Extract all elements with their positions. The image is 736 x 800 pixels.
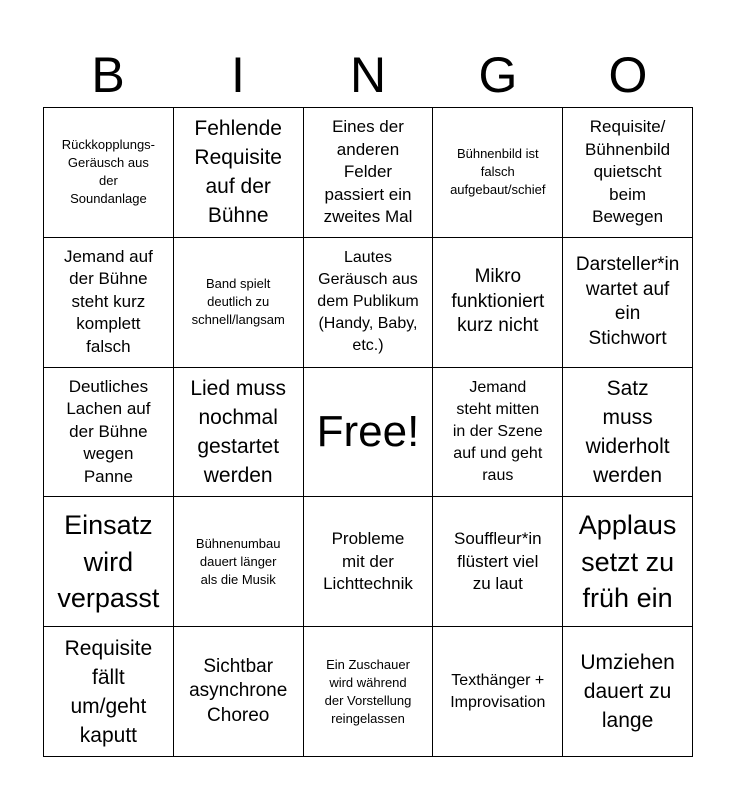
bingo-header: [43, 44, 693, 106]
bingo-cell[interactable]: [433, 238, 563, 368]
header-letter-n: N: [349, 47, 387, 103]
free-space-text: Free!: [316, 406, 420, 456]
bingo-cell[interactable]: [433, 627, 563, 757]
bingo-cell[interactable]: [174, 108, 304, 238]
cell-text: Applaus setzt zu früh ein: [578, 510, 677, 614]
cell-text: Ein Zuschauer wird während der Vorstellung reingelassen: [324, 656, 412, 726]
bingo-cell[interactable]: [433, 108, 563, 238]
bingo-cell[interactable]: [563, 108, 693, 238]
header-letter-o: O: [608, 47, 648, 103]
cell-text: Bühnenbild ist falsch aufgebaut/schief: [450, 146, 546, 198]
cell-text: Darsteller*in wartet auf ein Stichwort: [575, 254, 680, 349]
bingo-cell[interactable]: [433, 368, 563, 498]
cell-text: Satz muss widerholt werden: [585, 376, 670, 487]
bingo-cell[interactable]: [304, 497, 434, 627]
cell-text: Mikro funktioniert kurz nicht: [451, 266, 545, 337]
bingo-cell[interactable]: [44, 627, 174, 757]
bingo-cell[interactable]: [304, 108, 434, 238]
cell-text: Einsatz wird verpasst: [57, 510, 160, 614]
cell-text: Requisite fällt um/geht kaputt: [64, 636, 153, 747]
cell-text: Lied muss nochmal gestartet werden: [190, 376, 287, 487]
cell-text: Rückkopplungs- Geräusch aus der Soundanlage: [61, 137, 155, 207]
cell-text: Band spielt deutlich zu schnell/langsam: [191, 276, 285, 328]
bingo-cell[interactable]: [174, 368, 304, 498]
bingo-cell[interactable]: [44, 238, 174, 368]
bingo-cell[interactable]: [563, 627, 693, 757]
cell-text: Jemand steht mitten in der Szene auf und geht raus: [452, 378, 543, 484]
cell-text: Jemand auf der Bühne steht kurz komplett falsch: [63, 246, 153, 356]
cell-text: Sichtbar asynchrone Choreo: [189, 655, 288, 726]
header-letter-b: B: [91, 47, 125, 103]
bingo-cell[interactable]: [563, 497, 693, 627]
header-letter-i: I: [231, 47, 245, 103]
bingo-cell[interactable]: [304, 238, 434, 368]
bingo-cell[interactable]: [433, 497, 563, 627]
cell-text: Deutliches Lachen auf der Bühne wegen Panne: [66, 376, 151, 486]
header-letter-g: G: [478, 47, 518, 103]
free-space[interactable]: [304, 368, 434, 498]
bingo-cell[interactable]: [304, 627, 434, 757]
bingo-cell[interactable]: [563, 238, 693, 368]
cell-text: Texthänger + Improvisation: [450, 671, 546, 711]
bingo-cell[interactable]: [174, 238, 304, 368]
cell-text: Probleme mit der Lichttechnik: [323, 529, 413, 594]
bingo-cell[interactable]: [44, 108, 174, 238]
cell-text: Fehlende Requisite auf der Bühne: [194, 117, 282, 228]
bingo-cell[interactable]: [44, 497, 174, 627]
bingo-cell[interactable]: [174, 627, 304, 757]
cell-text: Bühnenumbau dauert länger als die Musik: [195, 535, 281, 587]
cell-text: Lautes Geräusch aus dem Publikum (Handy, Baby, etc.): [317, 249, 419, 355]
cell-text: Souffleur*in flüstert viel zu laut: [453, 529, 542, 594]
bingo-cell[interactable]: [44, 368, 174, 498]
cell-text: Eines der anderen Felder passiert ein zweites Mal: [323, 117, 413, 227]
cell-text: Umziehen dauert zu lange: [580, 651, 675, 733]
bingo-cell[interactable]: [174, 497, 304, 627]
cell-text: Requisite/ Bühnenbild quietscht beim Bewegen: [585, 117, 671, 227]
bingo-card: [43, 107, 693, 757]
bingo-cell[interactable]: [563, 368, 693, 498]
